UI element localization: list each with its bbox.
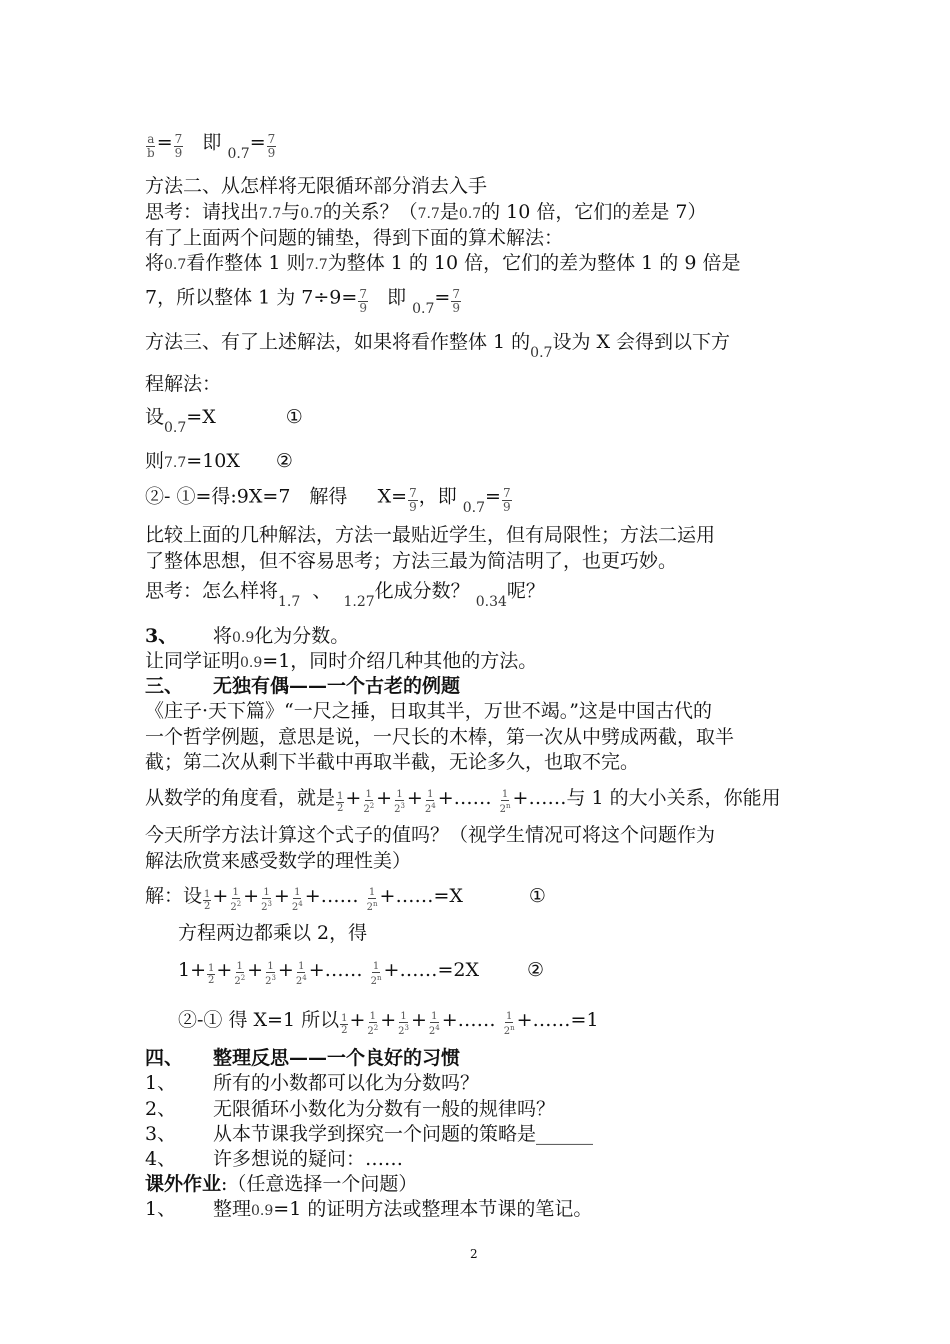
homework-heading: 课外作业:（任意选择一个问题） xyxy=(145,1173,418,1195)
list-item: 3、 将0.9化为分数。 xyxy=(145,625,350,647)
fraction-a-over-b: $\frac{a}{b}$ xyxy=(147,132,155,160)
series-operator: + xyxy=(212,885,229,907)
section-heading-four: 四、 整理反思——一个良好的习惯 xyxy=(145,1047,461,1069)
paragraph-line: 7，所以整体 1 为 7÷9= $\frac{7}{9}$ 即 $_{0.7}$= $\frac{7}{9}$ xyxy=(145,286,460,317)
series-fraction: $\frac{1}{2^n}$ xyxy=(366,887,378,913)
series-operator: + xyxy=(277,959,294,981)
list-item: 4、 许多想说的疑问：…… xyxy=(145,1148,404,1170)
repeating-decimal: 0.7 xyxy=(227,145,250,162)
series-question-line: 从数学的角度看，就是 $\frac{1}{2}$ + $\frac{1}{2^2}$ + $\frac{1}{2^3}$ + $\frac{1}{2^4}$ +…… $\frac{1}{2^n}$ +……与 1 的大小关系，你能用 xyxy=(145,787,781,815)
line-think-relation: 思考：请找出7.7与0.7的关系？（7.7是0.7的 10 倍，它们的差是 7） xyxy=(145,201,707,223)
series-fraction: $\frac{1}{2^n}$ xyxy=(503,1011,515,1037)
equation-one: 设$_{0.7}$=X ① xyxy=(145,406,303,436)
paragraph-line: 《庄子·天下篇》“一尺之捶，日取其半，万世不竭。”这是中国古代的 xyxy=(145,700,712,722)
series-operator: + xyxy=(349,1009,366,1031)
paragraph-line: 今天所学方法计算这个式子的值吗？（视学生情况可将这个问题作为 xyxy=(145,824,716,846)
solution-equation-one: 解：设 $\frac{1}{2}$ + $\frac{1}{2^2}$ + $\frac{1}{2^3}$ + $\frac{1}{2^4}$ +…… $\frac{1}{2^n}$ +……=X ① xyxy=(145,885,546,913)
solution-equation-two: 1+ $\frac{1}{2}$ + $\frac{1}{2^2}$ + $\frac{1}{2^3}$ + $\frac{1}{2^4}$ +…… $\frac{1}{2^n}$ +……=2X ② xyxy=(178,959,545,987)
fraction-7-9: $\frac{7}{9}$ xyxy=(174,132,183,160)
fraction-7-9: $\frac{7}{9}$ xyxy=(267,132,276,160)
series-operator: + xyxy=(410,1009,427,1031)
list-item: 2、 无限循环小数化为分数有一般的规律吗？ xyxy=(145,1098,556,1120)
series-operator: +…… xyxy=(383,959,438,981)
think-convert-line: 思考：怎么样将$_{1.7}$ 、 $_{1.27}$化成分数？ $_{0.34}$呢？ xyxy=(145,580,545,610)
paragraph-line: 方程两边都乘以 2，得 xyxy=(178,922,368,944)
list-item: 1、 整理0.9=1 的证明方法或整理本节课的笔记。 xyxy=(145,1198,593,1220)
series-operator: + xyxy=(345,787,362,809)
series-fraction: $\frac{1}{2^4}$ xyxy=(428,1011,440,1037)
series-operator: + xyxy=(406,787,423,809)
series-expression xyxy=(335,787,567,815)
paragraph-line: 了整体思想，但不容易思考；方法三最为简洁明了，也更巧妙。 xyxy=(145,550,678,572)
series-fraction: $\frac{1}{2^3}$ xyxy=(265,961,276,987)
series-operator: + xyxy=(376,787,393,809)
series-operator: + xyxy=(216,959,233,981)
list-item: 3、 从本节课我学到探究一个问题的策略是______ xyxy=(145,1123,594,1145)
equation-two: 则7.7=10X ② xyxy=(145,450,293,472)
series-fraction: $\frac{1}{2}$ xyxy=(204,888,211,912)
series-fraction: $\frac{1}{2}$ xyxy=(341,1012,348,1036)
equation-solve: ②- ①=得:9X=7 解得 X= $\frac{7}{9}$ ，即 $_{0.7}$= $\frac{7}{9}$ xyxy=(145,485,511,516)
series-operator: +…… xyxy=(512,787,567,809)
paragraph-line: 截；第二次从剩下半截中再取半截，无论多久，也取不完。 xyxy=(145,751,640,773)
paragraph-line: 解法欣赏来感受数学的理性美） xyxy=(145,850,412,872)
line-fraction-result: $\frac{a}{b}$ = $\frac{7}{9}$ 即 $_{0.7}$= $\frac{7}{9}$ xyxy=(147,131,276,162)
series-fraction: $\frac{1}{2^2}$ xyxy=(234,961,246,987)
series-operator: + xyxy=(380,1009,397,1031)
page-number: 2 xyxy=(470,1247,478,1261)
method-three-line: 方法三、有了上述解法，如果将看作整体 1 的$_{0.7}$设为 X 会得到以下方 xyxy=(145,331,731,361)
series-fraction: $\frac{1}{2}$ xyxy=(208,962,215,986)
paragraph-line: 程解法： xyxy=(145,373,222,395)
paragraph-line: 将0.7看作整体 1 则7.7为整体 1 的 10 倍，它们的差为整体 1 的 9 倍是 xyxy=(145,252,741,274)
series-operator: +…… xyxy=(379,885,434,907)
series-fraction: $\frac{1}{2^3}$ xyxy=(398,1011,409,1037)
paragraph-line: 有了上面两个问题的铺垫，得到下面的算术解法： xyxy=(145,227,564,249)
series-fraction: $\frac{1}{2^n}$ xyxy=(499,789,511,815)
paragraph-line: 一个哲学例题，意思是说，一尺长的木棒，第一次从中劈成两截，取半 xyxy=(145,726,735,748)
series-fraction: $\frac{1}{2^n}$ xyxy=(370,961,382,987)
list-item: 1、 所有的小数都可以化为分数吗？ xyxy=(145,1072,480,1094)
series-fraction: $\frac{1}{2^4}$ xyxy=(424,789,436,815)
series-fraction: $\frac{1}{2^4}$ xyxy=(291,887,303,913)
series-fraction: $\frac{1}{2^2}$ xyxy=(367,1011,379,1037)
method-two-heading: 方法二、从怎样将无限循环部分消去入手 xyxy=(145,175,488,197)
series-operator: + xyxy=(273,885,290,907)
series-fraction: $\frac{1}{2^3}$ xyxy=(261,887,272,913)
series-fraction: $\frac{1}{2}$ xyxy=(337,790,344,814)
series-operator: +…… xyxy=(437,787,498,809)
series-operator: +…… xyxy=(308,959,369,981)
series-operator: + xyxy=(243,885,260,907)
series-operator: + xyxy=(247,959,264,981)
series-fraction: $\frac{1}{2^2}$ xyxy=(363,789,375,815)
solution-conclusion: ②-① 得 X=1 所以 $\frac{1}{2}$ + $\frac{1}{2^2}$ + $\frac{1}{2^3}$ + $\frac{1}{2^4}$ +…… $\frac{1}{2^n}$ +……=1 xyxy=(178,1009,599,1037)
series-operator: +…… xyxy=(441,1009,502,1031)
series-operator: +…… xyxy=(304,885,365,907)
paragraph-line: 比较上面的几种解法，方法一最贴近学生，但有局限性；方法二运用 xyxy=(145,524,716,546)
series-operator: +…… xyxy=(516,1009,571,1031)
series-fraction: $\frac{1}{2^4}$ xyxy=(295,961,307,987)
section-heading-three: 三、 无独有偶——一个古老的例题 xyxy=(145,675,461,697)
series-fraction: $\frac{1}{2^2}$ xyxy=(230,887,242,913)
paragraph-line: 让同学证明0.9=1，同时介绍几种其他的方法。 xyxy=(145,650,538,672)
series-fraction: $\frac{1}{2^3}$ xyxy=(394,789,405,815)
